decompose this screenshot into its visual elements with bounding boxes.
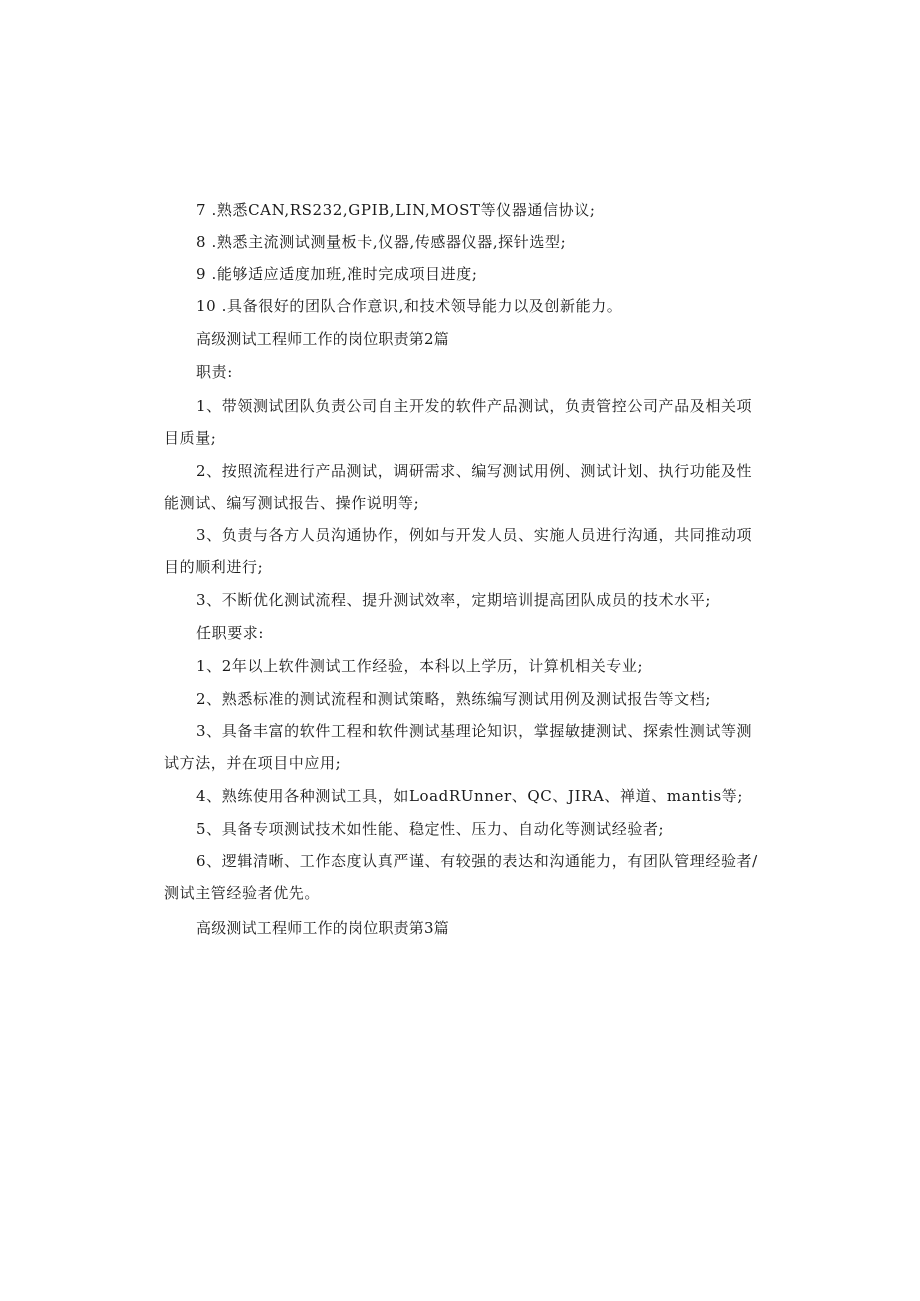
requirement-3-line-2: 试方法，并在项目中应用; xyxy=(164,754,342,772)
requirement-5: 5、具备专项测试技术如性能、稳定性、压力、自动化等测试经验者; xyxy=(196,820,665,838)
section-3-title: 高级测试工程师工作的岗位职责第3篇 xyxy=(196,919,449,937)
duty-4-line-1: 3、不断优化测试流程、提升测试效率，定期培训提高团队成员的技术水平; xyxy=(196,591,712,609)
requirement-6-line-1: 6、逻辑清晰、工作态度认真严谨、有较强的表达和沟通能力，有团队管理经验者/ xyxy=(196,852,758,870)
list-item-7: 7 .熟悉CAN,RS232,GPIB,LIN,MOST等仪器通信协议; xyxy=(196,201,596,219)
requirement-3-line-1: 3、具备丰富的软件工程和软件测试基理论知识，掌握敏捷测试、探索性测试等测 xyxy=(196,722,753,740)
list-item-8: 8 .熟悉主流测试测量板卡,仪器,传感器仪器,探针选型; xyxy=(196,233,567,251)
duty-1-line-1: 1、带领测试团队负责公司自主开发的软件产品测试，负责管控公司产品及相关项 xyxy=(196,397,753,415)
requirements-label: 任职要求: xyxy=(196,624,265,642)
duties-label: 职责: xyxy=(196,363,233,381)
list-item-10: 10 .具备很好的团队合作意识,和技术领导能力以及创新能力。 xyxy=(196,297,623,315)
duty-2-line-2: 能测试、编写测试报告、操作说明等; xyxy=(164,494,420,512)
requirement-6-line-2: 测试主管经验者优先。 xyxy=(164,884,321,902)
requirement-2: 2、熟悉标准的测试流程和测试策略，熟练编写测试用例及测试报告等文档; xyxy=(196,690,712,708)
requirement-4: 4、熟练使用各种测试工具，如LoadRUnner、QC、JIRA、禅道、mantis等; xyxy=(196,787,744,805)
requirement-1: 1、2年以上软件测试工作经验，本科以上学历，计算机相关专业; xyxy=(196,657,644,675)
duty-2-line-1: 2、按照流程进行产品测试，调研需求、编写测试用例、测试计划、执行功能及性 xyxy=(196,462,753,480)
duty-1-line-2: 目质量; xyxy=(164,429,217,447)
section-2-title: 高级测试工程师工作的岗位职责第2篇 xyxy=(196,330,449,348)
duty-3-line-1: 3、负责与各方人员沟通协作，例如与开发人员、实施人员进行沟通，共同推动项 xyxy=(196,526,753,544)
duty-3-line-2: 目的顺利进行; xyxy=(164,558,264,576)
list-item-9: 9 .能够适应适度加班,准时完成项目进度; xyxy=(196,265,478,283)
